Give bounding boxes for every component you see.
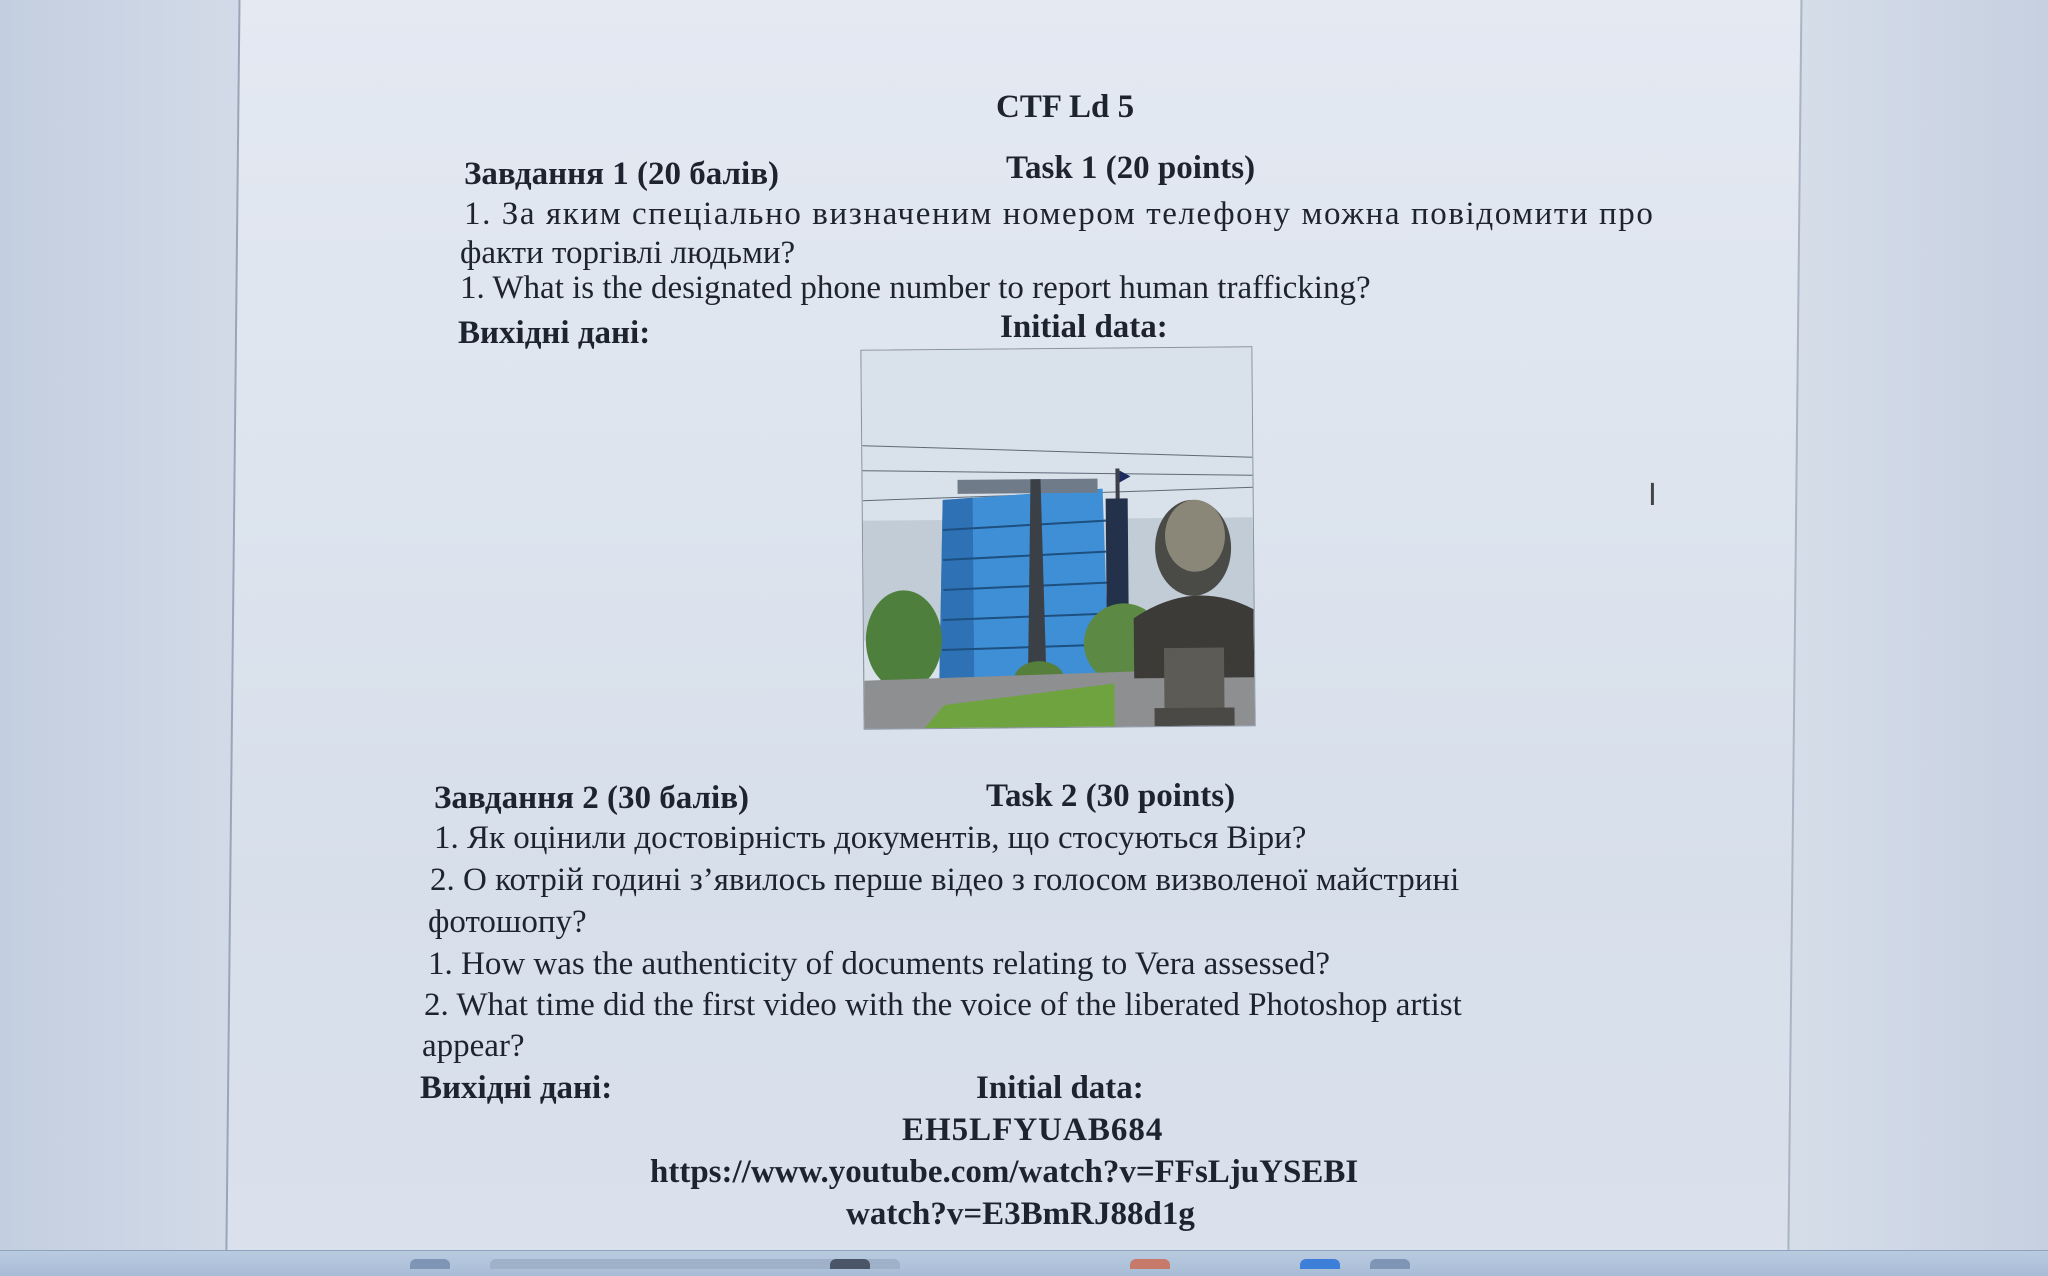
building-with-bust-photo bbox=[861, 347, 1254, 728]
task1-initial-label-en: Initial data: bbox=[1000, 309, 1168, 345]
task1-question-uk-line1: 1. За яким спеціально визначеним номером телефону можна повідомити про bbox=[464, 196, 1655, 232]
task2-question2-en-line1: 2. What time did the first video with the voice of the liberated Photoshop artist bbox=[424, 987, 1462, 1023]
task2-question2-uk-line1: 2. О котрій годині з’явилось перше відео з голосом визволеної майстрині bbox=[430, 862, 1460, 898]
taskbar-app-icon[interactable] bbox=[1130, 1259, 1170, 1269]
taskbar-app-icon[interactable] bbox=[1300, 1259, 1340, 1269]
task2-question2-en-line2: appear? bbox=[422, 1028, 525, 1064]
taskbar-app-icon[interactable] bbox=[410, 1259, 450, 1269]
task1-initial-label-uk: Вихідні дані: bbox=[458, 315, 651, 351]
task2-url1: https://www.youtube.com/watch?v=FFsLjuYSEBI bbox=[650, 1154, 1359, 1190]
task1-heading-en: Task 1 (20 points) bbox=[1006, 150, 1256, 186]
taskbar bbox=[0, 1250, 2048, 1276]
task2-initial-label-uk: Вихідні дані: bbox=[420, 1070, 613, 1106]
task2-url2: watch?v=E3BmRJ88d1g bbox=[846, 1196, 1195, 1232]
text-cursor-icon: Ι bbox=[1648, 478, 1657, 513]
task1-question-uk-line2: факти торгівлі людьми? bbox=[460, 235, 796, 271]
task1-heading-uk: Завдання 1 (20 балів) bbox=[464, 156, 780, 192]
task1-initial-photo bbox=[860, 346, 1255, 729]
task2-heading-uk: Завдання 2 (30 балів) bbox=[434, 780, 750, 816]
task2-code: EH5LFYUAB684 bbox=[902, 1112, 1164, 1148]
task2-question1-en: 1. How was the authenticity of documents relating to Vera assessed? bbox=[428, 946, 1331, 982]
task2-question1-uk: 1. Як оцінили достовірність документів, що стосуються Віри? bbox=[434, 820, 1307, 856]
task1-question-en: 1. What is the designated phone number to report human trafficking? bbox=[460, 270, 1371, 306]
document-title: CTF Ld 5 bbox=[996, 89, 1135, 125]
task2-initial-label-en: Initial data: bbox=[976, 1070, 1144, 1106]
task2-heading-en: Task 2 (30 points) bbox=[986, 778, 1236, 814]
taskbar-app-icon[interactable] bbox=[1370, 1259, 1410, 1269]
task2-question2-uk-line2: фотошопу? bbox=[428, 904, 587, 940]
taskbar-app-icon[interactable] bbox=[830, 1259, 870, 1269]
